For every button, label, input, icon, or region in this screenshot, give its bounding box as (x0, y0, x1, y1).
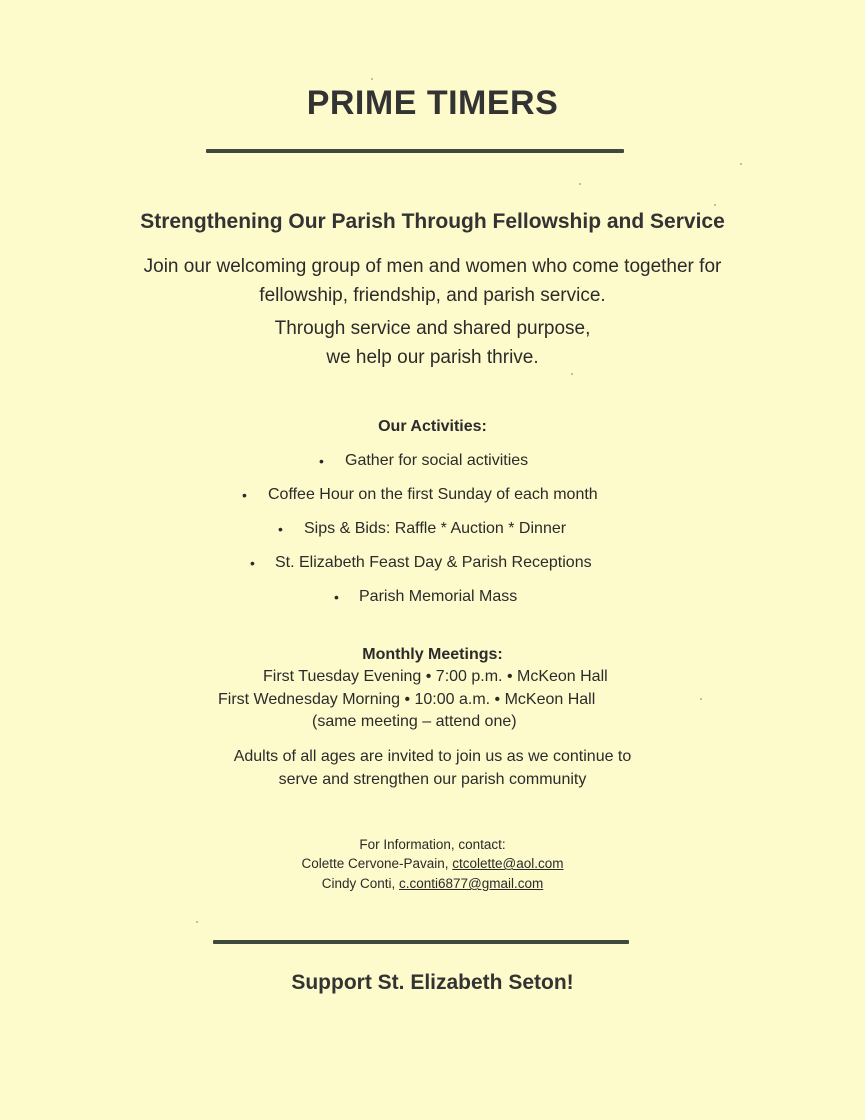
contact-name: Colette Cervone-Pavain, (301, 856, 453, 871)
purpose-line-2: we help our parish thrive. (326, 347, 539, 368)
activity-item: Sips & Bids: Raffle * Auction * Dinner (304, 520, 567, 537)
bottom-divider (213, 940, 629, 944)
page-title: PRIME TIMERS (306, 84, 559, 122)
bullet-icon: • (334, 589, 339, 605)
meeting-line-2: First Wednesday Morning • 10:00 a.m. • McKeon Hall (218, 691, 596, 708)
activities-heading: Our Activities: (378, 418, 487, 435)
scan-speck (740, 163, 742, 165)
scan-speck (371, 78, 373, 80)
activity-item: Parish Memorial Mass (359, 588, 518, 605)
bullet-icon: • (242, 487, 247, 503)
invite-line-1: Adults of all ages are invited to join us as we continue to (233, 748, 632, 765)
footer-slogan: Support St. Elizabeth Seton! (291, 971, 574, 994)
invite-line-2: serve and strengthen our parish community (278, 771, 587, 788)
scan-speck (571, 373, 573, 375)
invite-paragraph (0, 745, 865, 791)
intro-line-2: fellowship, friendship, and parish service. (259, 285, 606, 306)
contact-email-link[interactable]: ctcolette@aol.com (452, 856, 564, 871)
scan-speck (196, 921, 198, 923)
contact-person-2 (0, 876, 865, 891)
scan-speck (579, 183, 581, 185)
activity-item: Gather for social activities (345, 452, 529, 469)
bullet-icon: • (319, 453, 324, 469)
purpose-paragraph (0, 314, 865, 372)
contact-person-1 (0, 856, 865, 871)
intro-line-1: Join our welcoming group of men and women who come together for (143, 256, 722, 277)
purpose-line-1: Through service and shared purpose, (274, 318, 591, 339)
activity-item: Coffee Hour on the first Sunday of each month (268, 486, 598, 503)
top-divider (206, 149, 624, 153)
subtitle: Strengthening Our Parish Through Fellowship and Service (140, 210, 725, 233)
contact-name: Cindy Conti, (321, 876, 399, 891)
scan-speck (700, 698, 702, 700)
activity-item: St. Elizabeth Feast Day & Parish Receptions (275, 554, 592, 571)
bullet-icon: • (250, 555, 255, 571)
meeting-line-1: First Tuesday Evening • 7:00 p.m. • McKeon Hall (263, 668, 608, 685)
meeting-line-3: (same meeting – attend one) (312, 713, 517, 730)
meetings-heading: Monthly Meetings: (362, 646, 503, 663)
bullet-icon: • (278, 521, 283, 537)
contact-email-link[interactable]: c.conti6877@gmail.com (399, 876, 544, 891)
intro-paragraph (0, 252, 865, 310)
scan-speck (714, 204, 716, 206)
contact-heading: For Information, contact: (359, 837, 506, 852)
